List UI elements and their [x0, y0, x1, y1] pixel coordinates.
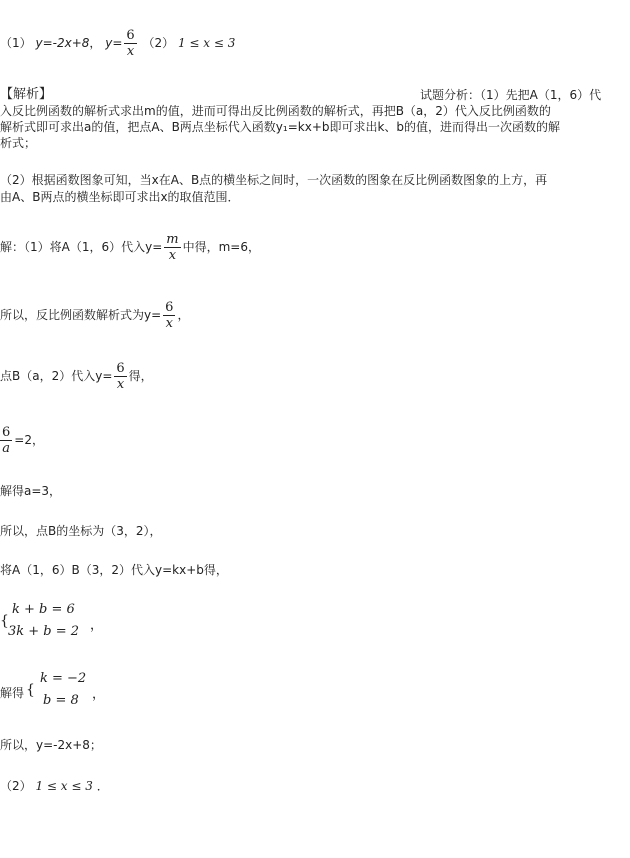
analysis-part2-line: 由A、B两点的横坐标即可求出x的取值范围．	[0, 190, 240, 204]
fraction-denominator: x	[168, 248, 177, 263]
system-tail: ，	[92, 687, 106, 702]
analysis-line: 析式；	[0, 136, 37, 150]
step-text: =2，	[14, 433, 44, 447]
solution-step-7: 将A（1，6）B（3，2）代入y=kx+b得，	[0, 563, 228, 577]
step-fraction	[0, 425, 12, 456]
answer-prefix: （1）	[0, 36, 32, 50]
step-text: 中得，m=6，	[182, 240, 260, 254]
fraction-numerator: 6	[165, 300, 174, 315]
answer-part2-marker: （2）	[142, 36, 175, 50]
step-fraction	[164, 232, 180, 263]
solution-step-6: 所以，点B的坐标为（3，2），	[0, 524, 162, 538]
answer-fraction	[124, 28, 136, 59]
jiexi-heading: 【解析】	[0, 87, 53, 102]
equation-system-2	[0, 669, 140, 713]
equation-system-1	[0, 600, 120, 644]
solution-step-1	[0, 232, 260, 263]
solution-step-4	[0, 425, 44, 456]
system-tail: ，	[90, 618, 104, 633]
system-equation: b = 8	[43, 693, 79, 708]
answer-linear-function: y=-2x+8	[35, 36, 90, 50]
step-text: （2）	[0, 779, 32, 793]
system-brace: {	[0, 613, 9, 629]
solution-step-3	[0, 361, 153, 392]
answer-line	[0, 28, 235, 59]
system-prefix: 解得	[0, 686, 25, 700]
fraction-numerator: 6	[2, 425, 11, 440]
system-equation: 3k + b = 2	[8, 624, 80, 639]
answer-inequality: 1 ≤ x ≤ 3	[177, 36, 236, 50]
analysis-line: 入反比例函数的解析式求出m的值，进而可得出反比例函数的解析式，再把B（a，2）代入反比例函数的	[0, 104, 551, 118]
fraction-denominator: x	[165, 316, 173, 331]
fraction-denominator: x	[116, 377, 125, 392]
step-text: 所以，反比例函数解析式为y=	[0, 308, 162, 322]
fraction-denominator: a	[2, 441, 11, 456]
answer-comma: ，	[89, 36, 102, 50]
analysis-part2-line: （2）根据函数图象可知，当x在A、B点的横坐标之间时，一次函数的图象在反比例函数图象的上方，再	[0, 173, 548, 187]
step-inequality: 1 ≤ x ≤ 3	[35, 779, 93, 793]
step-fraction	[114, 361, 126, 392]
step-text: 解：（1）将A（1，6）代入y=	[0, 240, 163, 254]
step-text: 得，	[128, 369, 153, 383]
analysis-line: 解析式即可求出a的值，把点A、B两点坐标代入函数y₁=kx+b即可求出k、b的值，进而得出一次函数的解	[0, 120, 561, 134]
fraction-numerator: 6	[126, 28, 135, 43]
fraction-numerator: 6	[116, 361, 125, 376]
solution-step-2	[0, 300, 189, 331]
solution-step-9	[0, 779, 109, 793]
step-text: ，	[177, 308, 190, 322]
system-brace: {	[26, 682, 35, 698]
step-text: ．	[96, 779, 109, 793]
step-fraction	[163, 300, 175, 331]
analysis-title: 试题分析：（1）先把A（1，6）代	[420, 88, 602, 102]
fraction-denominator: x	[126, 44, 135, 59]
fraction-numerator: m	[166, 232, 179, 247]
step-text: 点B（a，2）代入y=	[0, 369, 113, 383]
solution-step-8: 所以，y=-2x+8；	[0, 738, 102, 752]
system-equation: k = −2	[40, 671, 87, 686]
solution-step-5: 解得a=3，	[0, 484, 62, 498]
answer-y-label: y=	[105, 36, 123, 50]
system-equation: k + b = 6	[12, 602, 75, 617]
